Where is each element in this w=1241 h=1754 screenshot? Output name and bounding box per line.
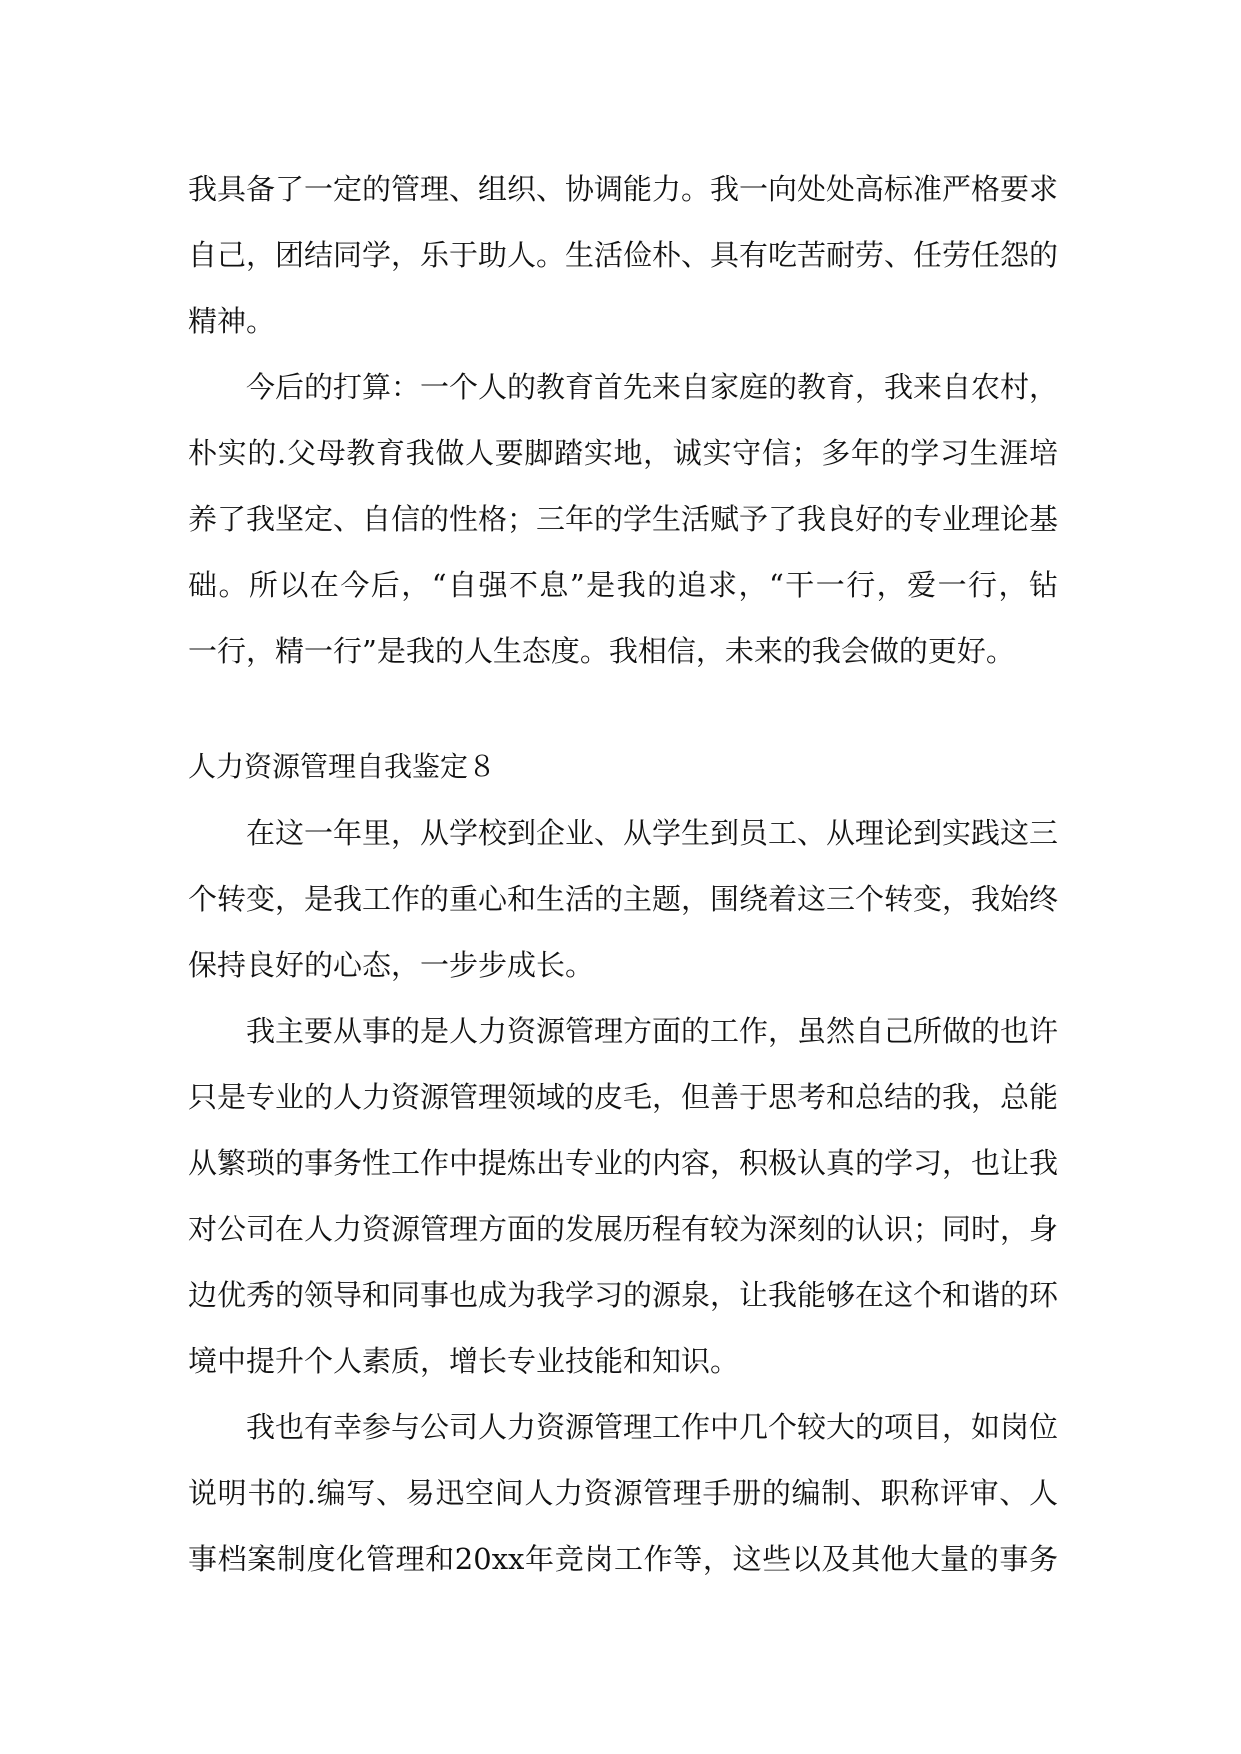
section-paragraph-1 [188,800,1058,998]
text-line: 只是专业的人力资源管理领域的皮毛，但善于思考和总结的我，总能 [188,1080,1059,1114]
text-line: 边优秀的领导和同事也成为我学习的源泉，让我能够在这个和谐的环 [188,1278,1059,1312]
text-line: 自己，团结同学，乐于助人。生活俭朴、具有吃苦耐劳、任劳任怨的 [188,238,1059,272]
text-line: 事档案制度化管理和20xx年竞岗工作等，这些以及其他大量的事务 [188,1542,1058,1576]
text-line: 养了我坚定、自信的性格；三年的学生活赋予了我良好的专业理论基 [188,502,1059,536]
text-line: 我主要从事的是人力资源管理方面的工作，虽然自己所做的也许 [246,1014,1059,1048]
intro-paragraph [188,156,1058,354]
text-line: 朴实的.父母教育我做人要脚踏实地，诚实守信；多年的学习生涯培 [188,436,1058,470]
text-line: 我也有幸参与公司人力资源管理工作中几个较大的项目，如岗位 [246,1410,1059,1444]
text-line: 从繁琐的事务性工作中提炼出专业的内容，积极认真的学习，也让我 [188,1146,1059,1180]
text-line: 我具备了一定的管理、组织、协调能力。我一向处处高标准严格要求 [188,172,1059,206]
text-line: 精神。 [188,304,276,338]
text-line: 础。所以在今后，“自强不息”是我的追求，“干一行，爱一行，钻 [188,568,1058,602]
paragraph-spacer [188,684,1058,734]
section-paragraph-2 [188,998,1058,1394]
section-paragraph-3 [188,1394,1058,1592]
text-line: 个转变，是我工作的重心和生活的主题，围绕着这三个转变，我始终 [188,882,1059,916]
text-line: 保持良好的心态，一步步成长。 [188,948,595,982]
text-line: 在这一年里，从学校到企业、从学生到员工、从理论到实践这三 [246,816,1059,850]
text-line: 对公司在人力资源管理方面的发展历程有较为深刻的认识；同时，身 [188,1212,1059,1246]
plans-paragraph [188,354,1058,684]
section-heading: 人力资源管理自我鉴定８ [188,750,497,783]
document-body [188,156,1058,1592]
text-line: 境中提升个人素质，增长专业技能和知识。 [188,1344,740,1378]
text-line: 今后的打算：一个人的教育首先来自家庭的教育，我来自农村， [246,370,1059,404]
text-line: 说明书的.编写、易迅空间人力资源管理手册的编制、职称评审、人 [188,1476,1058,1510]
text-line: 一行，精一行”是我的人生态度。我相信，未来的我会做的更好。 [188,634,1015,668]
